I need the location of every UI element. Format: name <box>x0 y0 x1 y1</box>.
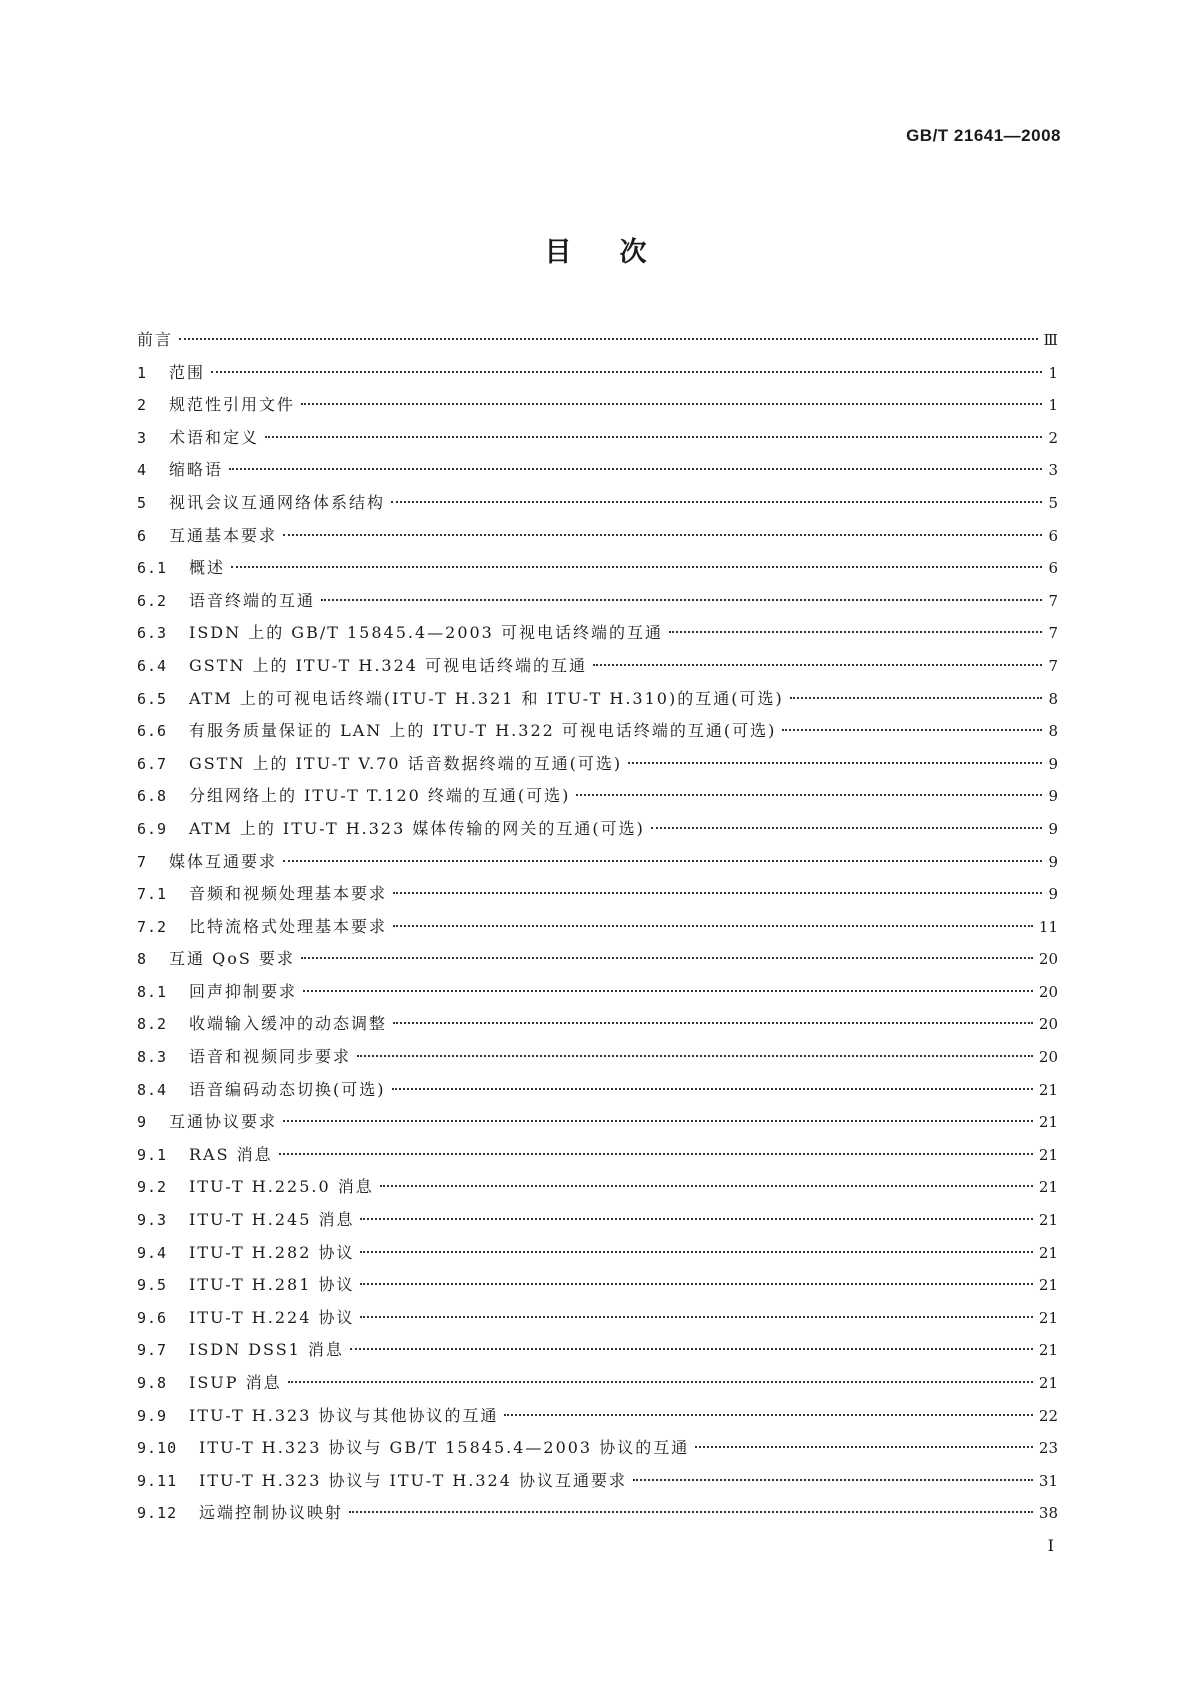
toc-entry[interactable] <box>137 1109 1058 1142</box>
toc-entry-page: 21 <box>1038 1341 1058 1360</box>
toc-entry-title: 互通基本要求 <box>169 525 278 545</box>
toc-entry-title: 互通 QoS 要求 <box>169 949 295 969</box>
dot-leader <box>669 631 1043 633</box>
toc-entry-title: ISUP 消息 <box>189 1373 282 1392</box>
dot-leader <box>504 1414 1032 1416</box>
toc-entry-title: 术语和定义 <box>169 427 260 447</box>
dot-leader <box>392 1088 1033 1090</box>
dot-leader <box>283 534 1042 536</box>
toc-entry-title: ITU-T H.323 协议与 GB/T 15845.4—2003 协议的互通 <box>199 1438 690 1458</box>
toc-entry-page: 21 <box>1038 1276 1058 1295</box>
toc-entry-number: 9.6 <box>137 1308 168 1327</box>
toc-entry-title: 音频和视频处理基本要求 <box>189 884 388 904</box>
dot-leader <box>393 925 1033 927</box>
toc-entry-page: 1 <box>1048 396 1058 415</box>
toc-entry-number: 9.3 <box>137 1211 168 1230</box>
toc-entry-number: 5 <box>137 493 148 512</box>
standard-number: GB/T 21641—2008 <box>906 126 1061 145</box>
toc-entry[interactable] <box>137 849 1058 882</box>
toc-entry-page: 9 <box>1048 852 1058 871</box>
toc-entry-title: 语音和视频同步要求 <box>189 1047 352 1067</box>
toc-entry-number: 9.5 <box>137 1276 168 1295</box>
toc-entry-title: 回声抑制要求 <box>189 981 298 1001</box>
toc-entry-page: 11 <box>1038 917 1058 936</box>
toc-entry-number: 8.2 <box>137 1015 168 1034</box>
page-title: 目次 <box>544 237 695 268</box>
toc-entry-number: 6.8 <box>137 787 168 806</box>
toc-entry[interactable] <box>137 425 1058 458</box>
dot-leader <box>288 1381 1033 1383</box>
toc-entry[interactable] <box>137 751 1058 784</box>
toc-entry-page: 6 <box>1048 559 1058 578</box>
toc-entry[interactable] <box>137 620 1058 653</box>
toc-entry-title: ISDN DSS1 消息 <box>189 1340 344 1360</box>
toc-entry-number: 6.4 <box>137 656 168 675</box>
dot-leader <box>349 1511 1033 1513</box>
toc-entry-title: ITU-T H.224 协议 <box>189 1307 355 1327</box>
dot-leader <box>790 697 1043 699</box>
toc-entry[interactable] <box>137 523 1058 556</box>
dot-leader <box>628 762 1042 764</box>
toc-entry-page: 21 <box>1038 1178 1058 1197</box>
toc-entry-title: 视讯会议互通网络体系结构 <box>169 492 386 512</box>
toc-entry-title: 媒体互通要求 <box>169 851 278 871</box>
toc-entry[interactable] <box>137 392 1058 425</box>
dot-leader <box>301 403 1042 405</box>
toc-entry-page: 21 <box>1038 1080 1058 1099</box>
toc-entry[interactable] <box>137 979 1058 1012</box>
dot-leader <box>360 1218 1032 1220</box>
dot-leader <box>303 990 1033 992</box>
toc-entry[interactable] <box>137 1403 1058 1436</box>
toc-entry-title: ITU-T H.323 协议与 ITU-T H.324 协议互通要求 <box>199 1470 627 1490</box>
toc-entry-title: 有服务质量保证的 LAN 上的 ITU-T H.322 可视电话终端的互通(可选) <box>189 721 777 741</box>
toc-entry-page: 20 <box>1038 950 1058 969</box>
toc-entry-number: 6.5 <box>137 689 168 708</box>
toc-entry-title: 语音终端的互通 <box>189 590 316 610</box>
dot-leader <box>279 1153 1033 1155</box>
toc-entry-number: 8.3 <box>137 1048 168 1067</box>
toc-entry[interactable] <box>137 653 1058 686</box>
toc-entry-page: 7 <box>1048 591 1058 610</box>
toc-entry-page: 23 <box>1038 1439 1058 1458</box>
dot-leader <box>360 1283 1032 1285</box>
toc-entry[interactable] <box>137 457 1058 490</box>
toc-entry[interactable] <box>137 914 1058 947</box>
toc-entry[interactable] <box>137 1011 1058 1044</box>
toc-entry-title: ATM 上的 ITU-T H.323 媒体传输的网关的互通(可选) <box>189 818 645 838</box>
toc-entry-page: 21 <box>1038 1374 1058 1392</box>
toc-entry-page: 7 <box>1048 656 1058 675</box>
page-number: I <box>1047 1536 1054 1555</box>
toc-entry[interactable] <box>137 1044 1058 1077</box>
toc-entry[interactable] <box>137 783 1058 816</box>
toc-entry-page: 3 <box>1048 461 1058 480</box>
toc-entry-number: 9.12 <box>137 1504 178 1523</box>
dot-leader <box>360 1316 1032 1318</box>
toc-entry-page: 21 <box>1038 1211 1058 1230</box>
toc-entry-title: 范围 <box>169 362 206 382</box>
dot-leader <box>360 1251 1032 1253</box>
toc-entry[interactable] <box>137 588 1058 621</box>
toc-entry-title: 比特流格式处理基本要求 <box>189 916 388 936</box>
toc-entry[interactable] <box>137 490 1058 523</box>
toc-entry-number: 6.7 <box>137 754 168 773</box>
dot-leader <box>357 1055 1033 1057</box>
toc-entry-page: 20 <box>1038 982 1058 1001</box>
toc-entry-number: 4 <box>137 461 148 480</box>
toc-entry-number: 6.2 <box>137 591 168 610</box>
dot-leader <box>633 1479 1033 1481</box>
toc-entry-page: 21 <box>1038 1113 1058 1132</box>
toc-entry-page: 9 <box>1048 819 1058 838</box>
toc-entry[interactable] <box>137 360 1058 393</box>
dot-leader <box>179 338 1038 340</box>
toc-entry[interactable] <box>137 686 1058 719</box>
toc-entry-title: 规范性引用文件 <box>169 395 296 415</box>
dot-leader <box>695 1446 1033 1448</box>
toc-entry-number: 9.10 <box>137 1439 178 1458</box>
toc-entry-number: 6.9 <box>137 819 168 838</box>
toc-entry-page: 9 <box>1048 754 1058 773</box>
toc-entry-page: 21 <box>1038 1243 1058 1262</box>
toc-entry-title: RAS 消息 <box>189 1144 273 1164</box>
toc-entry[interactable] <box>137 1077 1058 1110</box>
toc-entry-page: 22 <box>1038 1406 1058 1425</box>
toc-entry-number: 6.1 <box>137 559 168 578</box>
toc-entry-page: 6 <box>1048 526 1058 545</box>
toc-entry[interactable] <box>137 1468 1058 1501</box>
toc-entry-title: ITU-T H.225.0 消息 <box>189 1177 374 1197</box>
toc-entry-number: 9.7 <box>137 1341 168 1360</box>
toc-entry-page: 8 <box>1048 722 1058 741</box>
toc-entry-page: 7 <box>1048 624 1058 643</box>
toc-entry-title: 远端控制协议映射 <box>199 1503 344 1523</box>
dot-leader <box>593 664 1042 666</box>
toc-entry-page: 20 <box>1038 1048 1058 1067</box>
toc-entry[interactable] <box>137 1337 1058 1370</box>
toc-entry-number: 8.1 <box>137 982 168 1001</box>
toc-entry-number: 6.6 <box>137 722 168 741</box>
toc-entry[interactable] <box>137 1305 1058 1338</box>
toc-entry-title: 概述 <box>189 558 226 578</box>
toc-entry-title: ATM 上的可视电话终端(ITU-T H.321 和 ITU-T H.310)的互通(可选) <box>189 688 784 708</box>
toc-entry[interactable] <box>137 555 1058 588</box>
toc-entry-number: 3 <box>137 428 148 447</box>
toc-entry-title: ITU-T H.281 协议 <box>189 1275 355 1295</box>
toc-entry[interactable] <box>137 1272 1058 1305</box>
dot-leader <box>283 1120 1033 1122</box>
toc-entry-page: 20 <box>1038 1015 1058 1034</box>
toc-entry-title: 缩略语 <box>169 460 224 480</box>
toc-entry[interactable] <box>137 1370 1058 1403</box>
dot-leader <box>576 794 1042 796</box>
dot-leader <box>380 1185 1033 1187</box>
toc-entry-page: 21 <box>1038 1308 1058 1327</box>
toc-entry[interactable] <box>137 1435 1058 1468</box>
dot-leader <box>651 827 1043 829</box>
toc-entry-number: 6 <box>137 526 148 545</box>
toc-entry-number: 9.1 <box>137 1145 168 1164</box>
toc-entry-title: ITU-T H.245 消息 <box>189 1210 355 1230</box>
toc-entry[interactable] <box>137 1500 1058 1533</box>
dot-leader <box>211 371 1042 373</box>
toc-entry-title: 收端输入缓冲的动态调整 <box>189 1014 388 1034</box>
toc-entry-number: 9.11 <box>137 1471 178 1490</box>
toc-entry-title: 互通协议要求 <box>169 1112 278 1132</box>
toc-entry-page: 9 <box>1048 885 1058 904</box>
toc-entry-number: 7 <box>137 852 148 871</box>
toc-entry-number: 8.4 <box>137 1080 168 1099</box>
toc-entry[interactable] <box>137 881 1058 914</box>
toc-entry-title: ISDN 上的 GB/T 15845.4—2003 可视电话终端的互通 <box>189 623 663 643</box>
dot-leader <box>393 1022 1033 1024</box>
toc-entry-page: 38 <box>1038 1504 1058 1523</box>
toc-entry-page: 9 <box>1048 787 1058 806</box>
toc-entry-title: GSTN 上的 ITU-T V.70 话音数据终端的互通(可选) <box>189 753 623 773</box>
toc-entry-number: 9.2 <box>137 1178 168 1197</box>
dot-leader <box>301 957 1033 959</box>
toc-entry-number: 1 <box>137 363 148 382</box>
toc-entry-number: 8 <box>137 950 148 969</box>
toc-entry-title: 分组网络上的 ITU-T T.120 终端的互通(可选) <box>189 786 571 806</box>
toc-entry-title: ITU-T H.323 协议与其他协议的互通 <box>189 1405 499 1425</box>
dot-leader <box>321 599 1042 601</box>
toc-entry[interactable] <box>137 1142 1058 1175</box>
toc-entry-title: 前言 <box>137 330 174 349</box>
toc-entry-number: 7.1 <box>137 885 168 904</box>
toc-entry-title: ITU-T H.282 协议 <box>189 1242 355 1262</box>
toc-entry-number: 9.4 <box>137 1243 168 1262</box>
toc-entry-page: 21 <box>1038 1145 1058 1164</box>
toc-entry-page: Ⅲ <box>1043 331 1058 349</box>
dot-leader <box>283 860 1042 862</box>
toc-entry-title: 语音编码动态切换(可选) <box>189 1079 386 1099</box>
toc-entry-title: GSTN 上的 ITU-T H.324 可视电话终端的互通 <box>189 655 588 675</box>
dot-leader <box>782 729 1042 731</box>
toc-entry[interactable] <box>137 1207 1058 1240</box>
toc-entry-number: 9.9 <box>137 1406 168 1425</box>
toc-entry[interactable] <box>137 718 1058 751</box>
toc-entry-page: 31 <box>1038 1471 1058 1490</box>
toc-entry[interactable] <box>137 327 1058 360</box>
toc-entry-number: 2 <box>137 396 148 415</box>
dot-leader <box>231 566 1042 568</box>
toc-entry-page: 5 <box>1048 493 1058 512</box>
toc-entry-number: 6.3 <box>137 624 168 643</box>
toc-entry-number: 9 <box>137 1113 148 1132</box>
toc-entry-page: 2 <box>1048 428 1058 447</box>
toc-entry-page: 8 <box>1048 689 1058 708</box>
table-of-contents <box>137 327 1058 1533</box>
dot-leader <box>265 436 1042 438</box>
toc-entry-number: 7.2 <box>137 917 168 936</box>
toc-entry[interactable] <box>137 1240 1058 1273</box>
toc-entry-page: 1 <box>1048 363 1058 382</box>
toc-entry-number: 9.8 <box>137 1374 168 1392</box>
dot-leader <box>391 501 1042 503</box>
dot-leader <box>393 892 1042 894</box>
toc-entry[interactable] <box>137 816 1058 849</box>
dot-leader <box>350 1348 1033 1350</box>
dot-leader <box>229 468 1042 470</box>
toc-entry[interactable] <box>137 946 1058 979</box>
toc-entry[interactable] <box>137 1174 1058 1207</box>
